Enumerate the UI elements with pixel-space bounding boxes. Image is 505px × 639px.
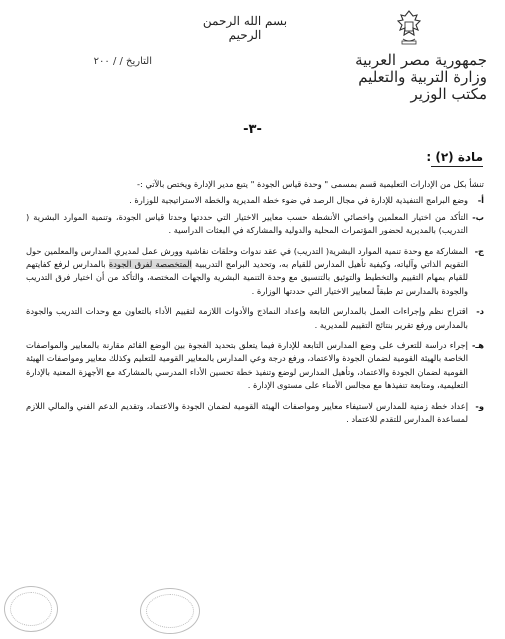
letterhead-line-country: جمهورية مصر العربية <box>355 51 487 69</box>
article-title: مادة (٢) : <box>426 150 483 164</box>
item-text-part: بالمدارس لرفع كفايتهم للقيام بمهام التقييم والتخطيط والتوثيق بالتنسيق مع وحدة التنمية البشرية والجهات المختصة، والتأكد من أن اختيار فرق التدريب والجودة بالمدارس تم طبقاً لمعايير الاختيار التي حددتها الوزارة . <box>26 259 468 296</box>
item-marker: ب- <box>472 211 484 222</box>
item-text: إعداد خطة زمنية للمدارس لاستيفاء معايير ومواصفات الهيئة القومية لضمان الجودة والاعتماد، وتقديم الدعم الفني والمالي اللازم لمساعدة المدارس للتقدم للاعتماد . <box>26 400 468 425</box>
item-marker: أ- <box>477 195 484 206</box>
article-intro: تنشأ بكل من الإدارات التعليمية قسم بمسمى " وحدة قياس الجودة " يتبع مدير الإدارة ويختص بالآتي :- <box>137 179 484 189</box>
item-text: التأكد من اختيار المعلمين واخصائي الأنشطة حسب معايير الاختيار التي حددتها وحدتا قياس الجودة، وتنمية الموارد البشرية ( التدريب) بالمديرية لحضور المؤتمرات المحلية والدولية والمشاركة في البعثات الدراسية . <box>26 211 468 236</box>
list-item-c <box>26 245 484 299</box>
seal-stamp-icon <box>4 586 58 632</box>
item-text <box>26 245 468 299</box>
list-item-a <box>26 194 484 207</box>
letterhead-line-office: مكتب الوزير <box>410 85 487 103</box>
item-marker: ج- <box>474 245 484 256</box>
page-number: -٣- <box>243 122 262 137</box>
list-item-d <box>26 305 484 332</box>
item-text-part: المشاركة مع وحدة تنمية الموارد البشرية( التدريب) في عقد ندوات وحلقات نقاشية وورش عمل لمديري المدارس والمعلمين حول التقويم الذاتي وآلياته، وكيفية تأهيل المدارس للقيام به، وتحديد البرامج التدريبية <box>26 245 468 270</box>
item-marker: و- <box>475 400 484 411</box>
item-text: إجراء دراسة للتعرف على وضع المدارس التابعة للإدارة فيما يتعلق بتحديد الفجوة بين الوضع القائم مقارنة بالمعايير والمواصفات الخاصة بالهيئة القومية لضمان الجودة والاعتماد، ورفع درجة وعي المدارس بالمعايير القومية للتعليم وكذلك معايير ومواصفات الهيئة القومية لضمان الجودة والاعتماد، وتأهيل المدارس لوضع وتنفيذ خطة تحسين الأداء المدرسي بالمشاركة مع الأجهزة المعنية بالإدارة التعليمية، ومتابعة تنفيذها مع مجالس الأمناء على مستوى الإدارة . <box>26 340 468 391</box>
highlighted-text: المتخصصة لفرق الجودة <box>108 259 192 270</box>
list-item-f <box>26 400 484 427</box>
item-marker: هـ- <box>471 340 484 351</box>
date-line: التاريخ / / ٢٠٠ <box>93 56 152 67</box>
item-text: وضع البرامج التنفيذية للإدارة في مجال الرصد في ضوء خطة المديرية والخطة الاستراتيجية للوزارة . <box>129 195 468 206</box>
item-marker: د- <box>476 306 484 317</box>
list-item-b <box>26 211 484 238</box>
list-item-e <box>26 339 484 393</box>
basmala-heading: بسم الله الرحمن الرحيم <box>202 14 288 42</box>
item-text: اقتراح نظم وإجراءات العمل بالمدارس التابعة وإعداد النماذج والأدوات اللازمة لتقييم الأداء بالتعاون مع وحدات التدريب والجودة بالمدارس ورفع تقرير بنتائج التقييم للمديرية . <box>26 306 468 330</box>
article-title-underline <box>431 166 483 167</box>
seal-ring <box>146 594 194 628</box>
eagle-emblem-icon <box>392 8 426 48</box>
article-body <box>26 178 484 430</box>
ministry-letterhead <box>342 52 487 103</box>
seal-stamp-icon <box>140 588 200 634</box>
seal-ring <box>10 592 52 626</box>
letterhead-line-ministry: وزارة التربية والتعليم <box>358 68 487 86</box>
